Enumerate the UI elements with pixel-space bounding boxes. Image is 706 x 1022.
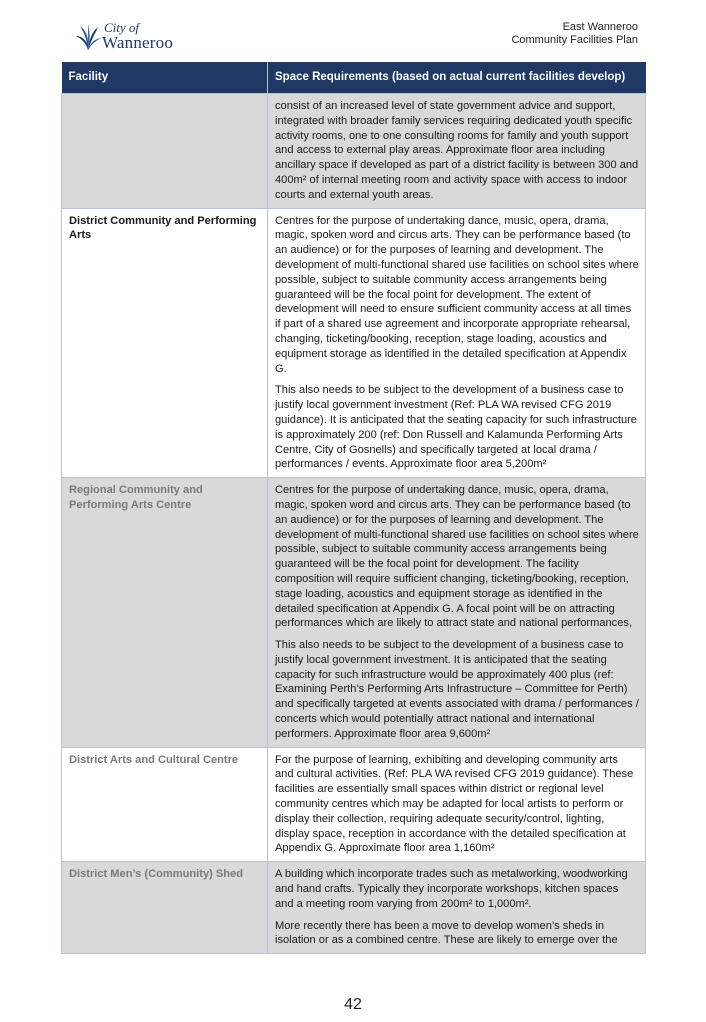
facility-name: Regional Community and Performing Arts Centre — [62, 478, 268, 748]
logo-name-text: Wanneroo — [102, 33, 174, 52]
requirement-paragraph: A building which incorporate trades such as metalworking, woodworking and hand crafts. Typically they incorporate workshops, kitchen spaces and a meeting room varying from 200m² to 1,000m². — [275, 868, 628, 910]
facility-name — [62, 94, 268, 209]
requirement-paragraph: consist of an increased level of state government advice and support, integrated with broader family services requiring dedicated youth specific activity rooms, one to one consulting rooms for family and youth support and access to external play areas. Approximate floor area including ancillary space if developed as part of a district facility is between 300 and 400m² of internal meeting room and activity space with access to indoor courts and external youth areas. — [275, 100, 639, 201]
facility-name: District Community and Performing Arts — [62, 208, 268, 478]
facility-name: District Arts and Cultural Centre — [62, 747, 268, 862]
requirement-paragraph: More recently there has been a move to develop women’s sheds in isolation or as a combined centre. These are likely to emerge over the — [275, 919, 618, 947]
space-requirements — [268, 208, 646, 478]
column-header-space-requirements: Space Requirements (based on actual current facilities develop) — [268, 62, 646, 94]
space-requirements — [268, 862, 646, 954]
space-requirements — [268, 478, 646, 748]
facilities-table — [61, 62, 646, 954]
city-emblem-icon — [74, 22, 102, 52]
table-row — [62, 208, 646, 478]
table-row — [62, 478, 646, 748]
table-header-row — [62, 62, 646, 94]
facility-name: District Men’s (Community) Shed — [62, 862, 268, 954]
space-requirements — [268, 94, 646, 209]
requirement-paragraph: This also needs to be subject to the development of a business case to justify local government investment (Ref: PLA WA revised CFG 2019 guidance). It is anticipated that the seating capacity for such infrastructure is approximately 200 (ref: Don Russell and Kalamunda Performing Arts Centre, City of Gosnells) and specifically targeted at local drama / performances / events. Approximate floor area 5,200m² — [275, 384, 637, 471]
requirement-paragraph: Centres for the purpose of undertaking dance, music, opera, drama, magic, spoken word and circus arts. They can be performance based (to an audience) or for the purposes of learning and development. The development of multi-functional shared use facilities on school sites where possible, subject to suitable community access arrangements being guaranteed will be the focal point for development. The facility composition will require sufficient changing, ticketing/booking, reception, stage loading, acoustics and equipment storage as identified in the detailed specification at Appendix G. A focal point will be on attracting performances which are likely to attract state and national performances, — [275, 484, 639, 630]
page-number: 42 — [344, 996, 362, 1013]
requirement-paragraph: Centres for the purpose of undertaking dance, music, opera, drama, magic, spoken word and circus arts. They can be performance based (to an audience) or for the purposes of learning and development. The development of multi-functional shared use facilities on school sites where possible, subject to suitable community access arrangements being guaranteed will be the focal point for development. The extent of development will need to ensure sufficient community access at all times if part of a shared use agreement and incorporate appropriate rehearsal, changing, ticketing/booking, reception, stage loading, acoustics and equipment storage as identified in the detailed specification at Appendix G. — [275, 214, 639, 375]
document-header — [511, 21, 638, 47]
table-row — [62, 862, 646, 954]
logo-city-text: City of — [104, 20, 140, 35]
table-row — [62, 747, 646, 862]
space-requirements — [268, 747, 646, 862]
table-row — [62, 94, 646, 209]
header-line-2: Community Facilities Plan — [511, 34, 638, 46]
requirement-paragraph: For the purpose of learning, exhibiting and developing community arts and cultural activities. (Ref: PLA WA revised CFG 2019 guidance). These facilities are essentially small spaces within district or regional level community centres which may be adapted for local artists to perform or display their collection, requiring adequate security/control, lighting, display space, reception in accordance with the detailed specification at Appendix G. Approximate floor area 1,160m² — [275, 753, 634, 855]
city-logo — [74, 20, 194, 56]
column-header-facility: Facility — [62, 62, 268, 94]
header-line-1: East Wanneroo — [562, 21, 638, 33]
requirement-paragraph: This also needs to be subject to the development of a business case to justify local government investment. It is anticipated that the seating capacity for such infrastructure would be approximately 400 plus (ref: Examining Perth’s Performing Arts Infrastructure – Committee for Perth) and specifically targeted at events associated with drama / performances / concerts which would potentially attract national and international performers. Approximate floor area 9,600m² — [275, 639, 639, 740]
